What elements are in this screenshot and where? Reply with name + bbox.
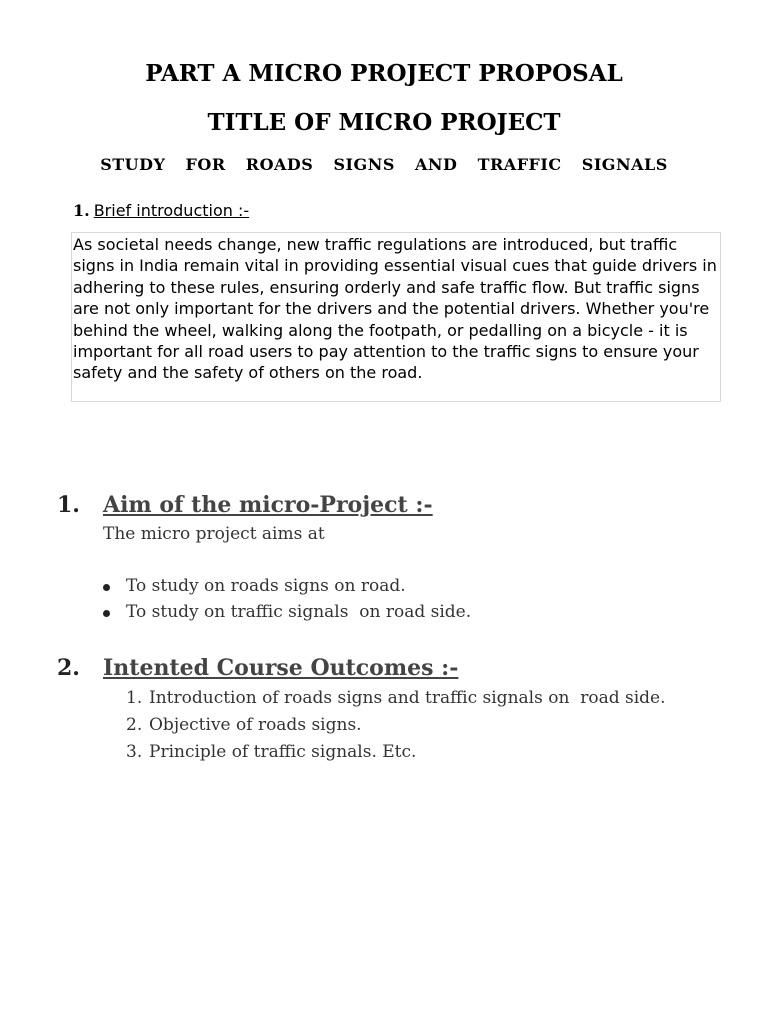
item-number: 2.	[126, 715, 143, 735]
aim-description: The micro project aims at	[103, 524, 325, 544]
project-title-text: STUDY FOR ROADS SIGNS AND TRAFFIC SIGNALS	[100, 155, 668, 174]
list-item	[126, 688, 666, 715]
item-number: 1.	[126, 688, 143, 708]
aim-number: 1.	[57, 492, 80, 518]
outcomes-heading	[57, 655, 458, 681]
project-title	[0, 155, 768, 174]
micro-project-title-heading: TITLE OF MICRO PROJECT	[207, 109, 561, 136]
outcomes-number: 2.	[57, 655, 80, 681]
intro-heading-label: Brief introduction :-	[93, 201, 250, 220]
bullet-icon	[103, 610, 110, 617]
intro-body: As societal needs change, new traffic regulations are introduced, but traffic signs in India remain vital in providing essential visual cues that guide drivers in adhering to these rules, ensuring orderly and safe traffic flow. But traffic signs are not only important for the drivers and the potential drivers. Whether you're behind the wheel, walking along the footpath, or pedalling on a bicycle - it is important for all road users to pay attention to the traffic signs to ensure your safety and the safety of others on the road.	[73, 235, 717, 383]
proposal-title: PART A MICRO PROJECT PROPOSAL	[145, 60, 623, 87]
item-text: Introduction of roads signs and traffic signals on road side.	[149, 688, 666, 708]
bullet-text: To study on traffic signals on road side.	[126, 602, 472, 622]
list-item	[103, 576, 471, 602]
aim-heading	[57, 492, 433, 518]
bullet-text: To study on roads signs on road.	[126, 576, 406, 596]
intro-number: 1.	[73, 201, 90, 220]
item-text: Objective of roads signs.	[149, 715, 362, 735]
outcomes-list	[126, 688, 666, 769]
outcomes-heading-label: Intented Course Outcomes :-	[103, 655, 459, 681]
list-item	[126, 715, 666, 742]
intro-text-box	[71, 232, 721, 402]
bullet-icon	[103, 584, 110, 591]
aim-bullet-list	[103, 576, 471, 628]
aim-heading-label: Aim of the micro-Project :-	[103, 492, 433, 518]
intro-heading	[73, 201, 249, 220]
item-text: Principle of traffic signals. Etc.	[149, 742, 417, 762]
item-number: 3.	[126, 742, 143, 762]
list-item	[126, 742, 666, 769]
list-item	[103, 602, 471, 628]
